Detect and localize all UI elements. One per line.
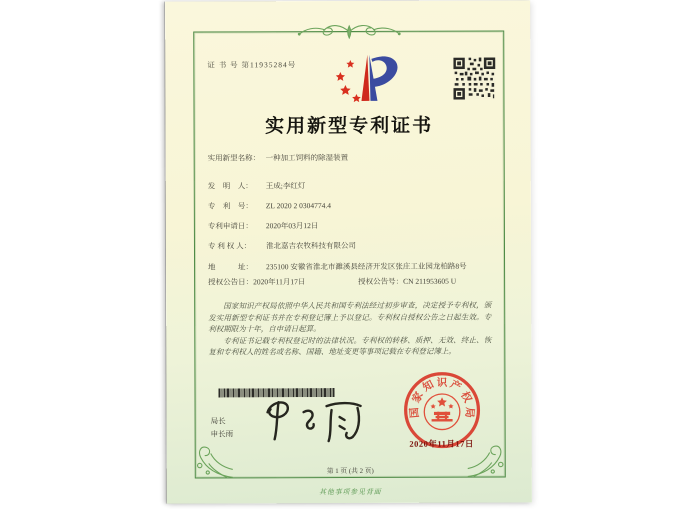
qr-code-icon bbox=[453, 57, 495, 99]
field-row-name bbox=[208, 152, 493, 163]
seal-char: 识 bbox=[436, 377, 448, 389]
field-label: 发 明 人： bbox=[207, 181, 253, 191]
field-row-filing-date bbox=[208, 220, 493, 231]
field-row-inventor bbox=[208, 180, 493, 191]
certificate-title: 实用新型专利证书 bbox=[265, 115, 434, 138]
legal-paragraph: 专利证书记载专利权登记时的法律状况。专利权的转移、质押、无效、终止、恢复和专利权人的姓名或名称、国籍、地址变更等事项记载在专利登记簿上。 bbox=[208, 335, 492, 357]
national-emblem-icon bbox=[424, 394, 460, 430]
field-value: 235100 安徽省淮北市濉溪县经济开发区张庄工业园龙柏路8号 bbox=[266, 261, 467, 272]
field-label: 授权公告号： bbox=[358, 276, 404, 286]
seal-date: 2020年11月17日 bbox=[409, 438, 474, 449]
field-value: 淮北嘉吉农牧科技有限公司 bbox=[265, 240, 356, 251]
seal-char: 产 bbox=[448, 379, 463, 394]
seal-char: 国 bbox=[409, 406, 422, 419]
commissioner-signature bbox=[259, 393, 377, 449]
field-value: 王成;李红灯 bbox=[265, 181, 306, 191]
seal-char: 局 bbox=[462, 406, 475, 419]
reverse-side-note: 其他事项参见背面 bbox=[319, 488, 382, 497]
seal-char: 知 bbox=[421, 379, 436, 394]
field-label: 地 址： bbox=[208, 262, 254, 272]
field-value: 2020年03月12日 bbox=[265, 221, 319, 231]
field-label: 实用新型名称： bbox=[207, 153, 261, 163]
field-label: 专 利 号： bbox=[207, 201, 253, 211]
commissioner-name: 申长雨 bbox=[210, 429, 234, 439]
legal-paragraph: 国家知识产权局依照中华人民共和国专利法经过初步审查，决定授予专利权，颁发实用新型专利证书并在专利登记簿上予以登记。专利权自授权公告之日起生效。专利权期限为十年，自申请日起算。 bbox=[208, 300, 492, 334]
floral-ornament-icon bbox=[289, 22, 409, 41]
field-row-address bbox=[208, 261, 493, 272]
seal-char: 家 bbox=[411, 390, 426, 405]
commissioner-role: 局长 bbox=[210, 416, 226, 426]
patent-certificate-page bbox=[165, 0, 532, 503]
seal-char: 权 bbox=[458, 390, 473, 405]
field-label: 专利申请日： bbox=[207, 221, 253, 231]
field-row-patent-number bbox=[208, 200, 493, 211]
field-row-grant bbox=[208, 276, 493, 287]
field-label: 专 利 权 人： bbox=[207, 241, 252, 251]
field-value: 2020年11月17日 bbox=[253, 277, 306, 287]
field-label: 授权公告日： bbox=[208, 277, 254, 287]
legal-text bbox=[208, 300, 491, 358]
field-value: CN 211953605 U bbox=[403, 276, 457, 286]
commissioner-block bbox=[211, 414, 234, 440]
field-row-patentee bbox=[208, 240, 493, 251]
cnipa-logo-icon bbox=[328, 50, 404, 107]
patent-fields bbox=[208, 152, 493, 287]
field-value: 一种加工饲料的除湿装置 bbox=[265, 153, 349, 163]
certificate-number: 证 书 号 第11935284号 bbox=[207, 60, 297, 70]
field-value: ZL 2020 2 0304774.4 bbox=[265, 201, 331, 211]
page-number: 第 1 页 (共 2 页) bbox=[326, 467, 374, 476]
